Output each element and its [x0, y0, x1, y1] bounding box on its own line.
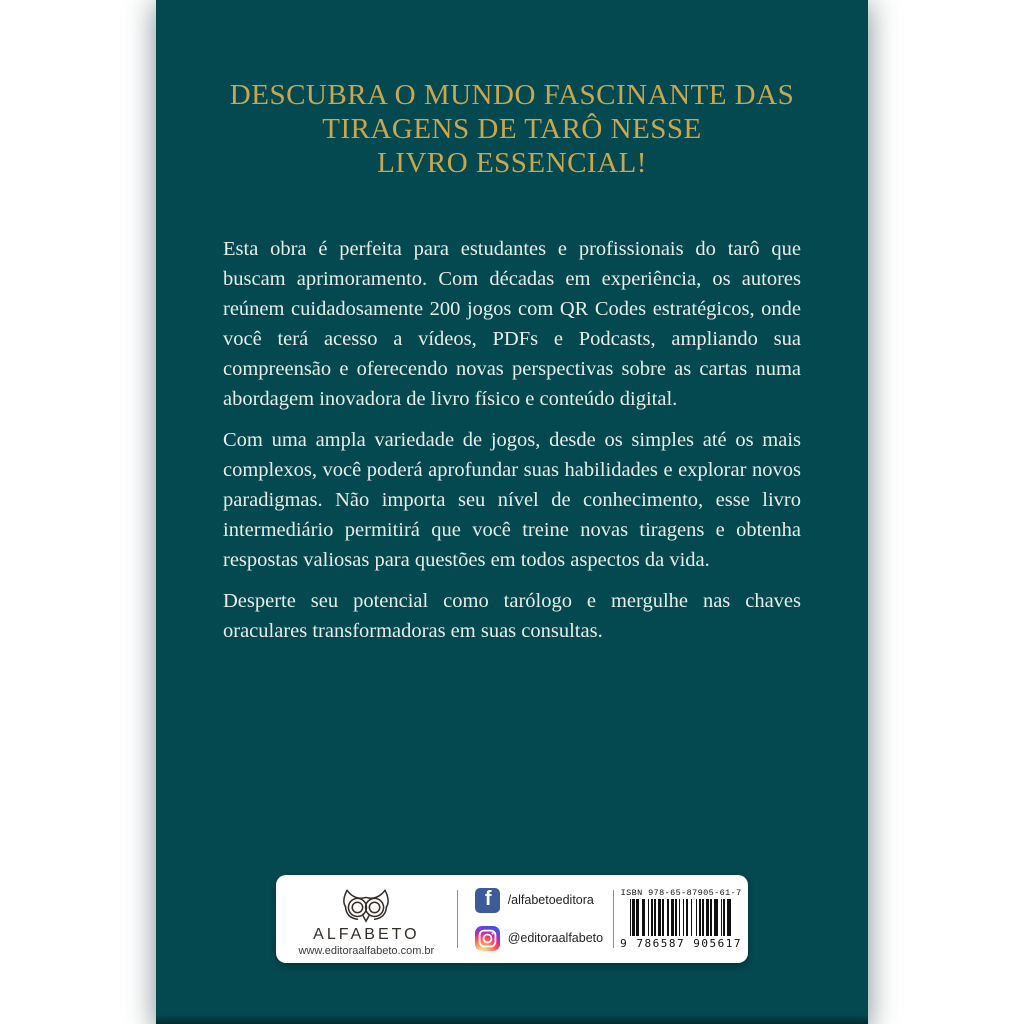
description [223, 234, 801, 646]
publisher-name: ALFABETO [313, 925, 420, 943]
headline-line-3: LIVRO ESSENCIAL! [377, 147, 647, 179]
isbn-number: ISBN 978-65-87905-61-7 [620, 888, 742, 898]
headline-line-2: TIRAGENS DE TARÔ NESSE [322, 113, 702, 145]
isbn-block [614, 888, 748, 950]
social-block [458, 888, 613, 951]
instagram-handle: @editoraalfabeto [507, 931, 604, 945]
barcode [630, 899, 732, 936]
publisher-brand-block [276, 882, 457, 957]
barcode-digits: 9 786587 905617 [620, 937, 742, 950]
facebook-handle: /alfabetoeditora [507, 893, 594, 907]
instagram-icon [475, 926, 500, 951]
facebook-icon: f [475, 888, 500, 913]
description-paragraph-3: Desperte seu potencial como tarólogo e mergulhe nas chaves oraculares transformadoras em suas consultas. [223, 590, 801, 642]
book-back-cover [156, 0, 868, 1024]
facebook-row [475, 888, 613, 913]
instagram-row [475, 926, 613, 951]
description-paragraph-1: Esta obra é perfeita para estudantes e profissionais do tarô que buscam aprimoramento. Com décadas em experiência, os autores reúnem cuidadosamente 200 jogos com QR Codes estratégicos, onde você terá acesso a vídeos, PDFs e Podcasts, ampliando sua compreensão e oferecendo novas perspectivas sobre as cartas numa abordagem inovadora de livro físico e conteúdo digital. [223, 238, 801, 410]
headline-line-1: DESCUBRA O MUNDO FASCINANTE DAS [229, 79, 795, 111]
owl-icon [335, 887, 397, 925]
publisher-label [276, 875, 748, 963]
description-paragraph-2: Com uma ampla variedade de jogos, desde os simples até os mais complexos, você poderá aprofundar suas habilidades e explorar novos paradigmas. Não importa seu nível de conhecimento, esse livro intermediário permitirá que você treine novas tiragens e obtenha respostas valiosas para questões em todos aspectos da vida. [223, 429, 801, 571]
publisher-website: www.editoraalfabeto.com.br [298, 944, 435, 957]
headline [156, 78, 868, 180]
